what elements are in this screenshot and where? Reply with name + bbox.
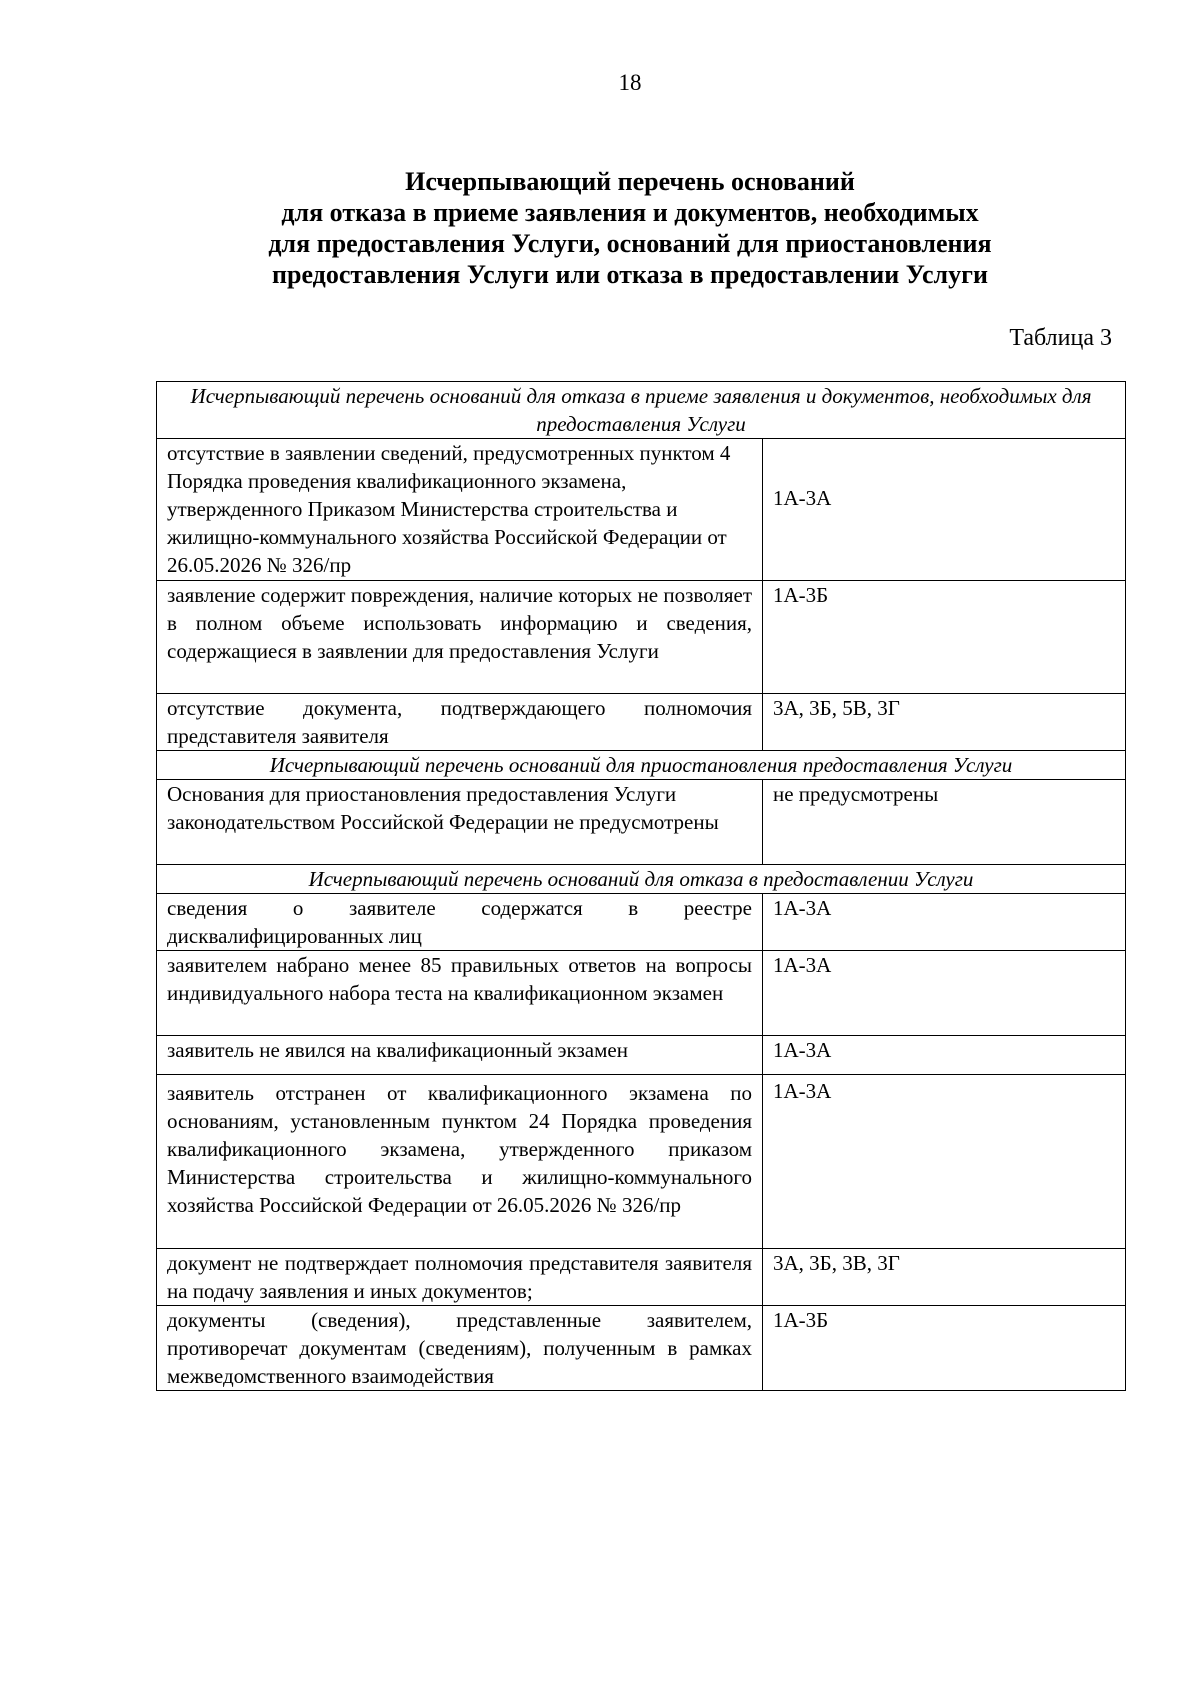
code-cell: 1А-3Б xyxy=(763,1306,1126,1391)
reason-cell: заявителем набрано менее 85 правильных ответов на вопросы индивидуального набора теста на квалификационном экзамен xyxy=(157,951,763,1036)
table-row xyxy=(157,1306,1126,1391)
section-heading-refusal-provision: Исчерпывающий перечень оснований для отказа в предоставлении Услуги xyxy=(157,865,1126,894)
code-cell: не предусмотрены xyxy=(763,780,1126,865)
reason-cell: отсутствие документа, подтверждающего полномочия представителя заявителя xyxy=(157,694,763,751)
section-header-row xyxy=(157,751,1126,780)
reason-cell: Основания для приостановления предоставления Услуги законодательством Российской Федерации не предусмотрены xyxy=(157,780,763,865)
grounds-table xyxy=(156,381,1126,1391)
table-row xyxy=(157,694,1126,751)
table-row xyxy=(157,1249,1126,1306)
reason-cell: заявление содержит повреждения, наличие которых не позволяет в полном объеме использовать информацию и сведения, содержащиеся в заявлении для предоставления Услуги xyxy=(157,581,763,694)
document-title xyxy=(150,166,1110,290)
table-row xyxy=(157,780,1126,865)
code-cell: 1А-3А xyxy=(763,1075,1126,1249)
reason-cell: сведения о заявителе содержатся в реестре дисквалифицированных лиц xyxy=(157,894,763,951)
table-row xyxy=(157,1036,1126,1075)
code-cell: 3А, 3Б, 3В, 3Г xyxy=(763,1249,1126,1306)
code-cell: 1А-3А xyxy=(763,894,1126,951)
table-row xyxy=(157,581,1126,694)
code-cell: 1А-3А xyxy=(763,951,1126,1036)
code-cell: 3А, 3Б, 5В, 3Г xyxy=(763,694,1126,751)
reason-cell: заявитель отстранен от квалификационного экзамена по основаниям, установленным пунктом 24 Порядка проведения квалификационного экзамена, утвержденного приказом Министерства строительства и жилищно-коммунального хозяйства Российской Федерации от 26.05.2026 № 326/пр xyxy=(157,1075,763,1249)
reason-cell: документы (сведения), представленные заявителем, противоречат документам (сведениям), полученным в рамках межведомственного взаимодействия xyxy=(157,1306,763,1391)
section-header-row xyxy=(157,382,1126,439)
page-number: 18 xyxy=(618,70,642,95)
code-cell: 1А-3Б xyxy=(763,581,1126,694)
code-cell: 1А-3А xyxy=(763,439,1126,581)
table-row xyxy=(157,951,1126,1036)
table-row xyxy=(157,1075,1126,1249)
table-label: Таблица 3 xyxy=(1009,325,1112,351)
table-row xyxy=(157,894,1126,951)
section-heading-suspension: Исчерпывающий перечень оснований для приостановления предоставления Услуги xyxy=(157,751,1126,780)
section-header-row xyxy=(157,865,1126,894)
title-line: предоставления Услуги или отказа в предоставлении Услуги xyxy=(272,260,988,289)
table-row xyxy=(157,439,1126,581)
title-line: для предоставления Услуги, оснований для приостановления xyxy=(268,229,992,258)
title-line: для отказа в приеме заявления и документов, необходимых xyxy=(281,198,979,227)
reason-cell: заявитель не явился на квалификационный экзамен xyxy=(157,1036,763,1075)
reason-cell: отсутствие в заявлении сведений, предусмотренных пунктом 4 Порядка проведения квалификационного экзамена, утвержденного Приказом Министерства строительства и жилищно-коммунального хозяйства Российской Федерации от 26.05.2026 № 326/пр xyxy=(157,439,763,581)
code-cell: 1А-3А xyxy=(763,1036,1126,1075)
reason-cell: документ не подтверждает полномочия представителя заявителя на подачу заявления и иных документов; xyxy=(157,1249,763,1306)
title-line: Исчерпывающий перечень оснований xyxy=(405,167,855,196)
section-heading-refusal-acceptance: Исчерпывающий перечень оснований для отказа в приеме заявления и документов, необходимых для предоставления Услуги xyxy=(157,382,1126,439)
